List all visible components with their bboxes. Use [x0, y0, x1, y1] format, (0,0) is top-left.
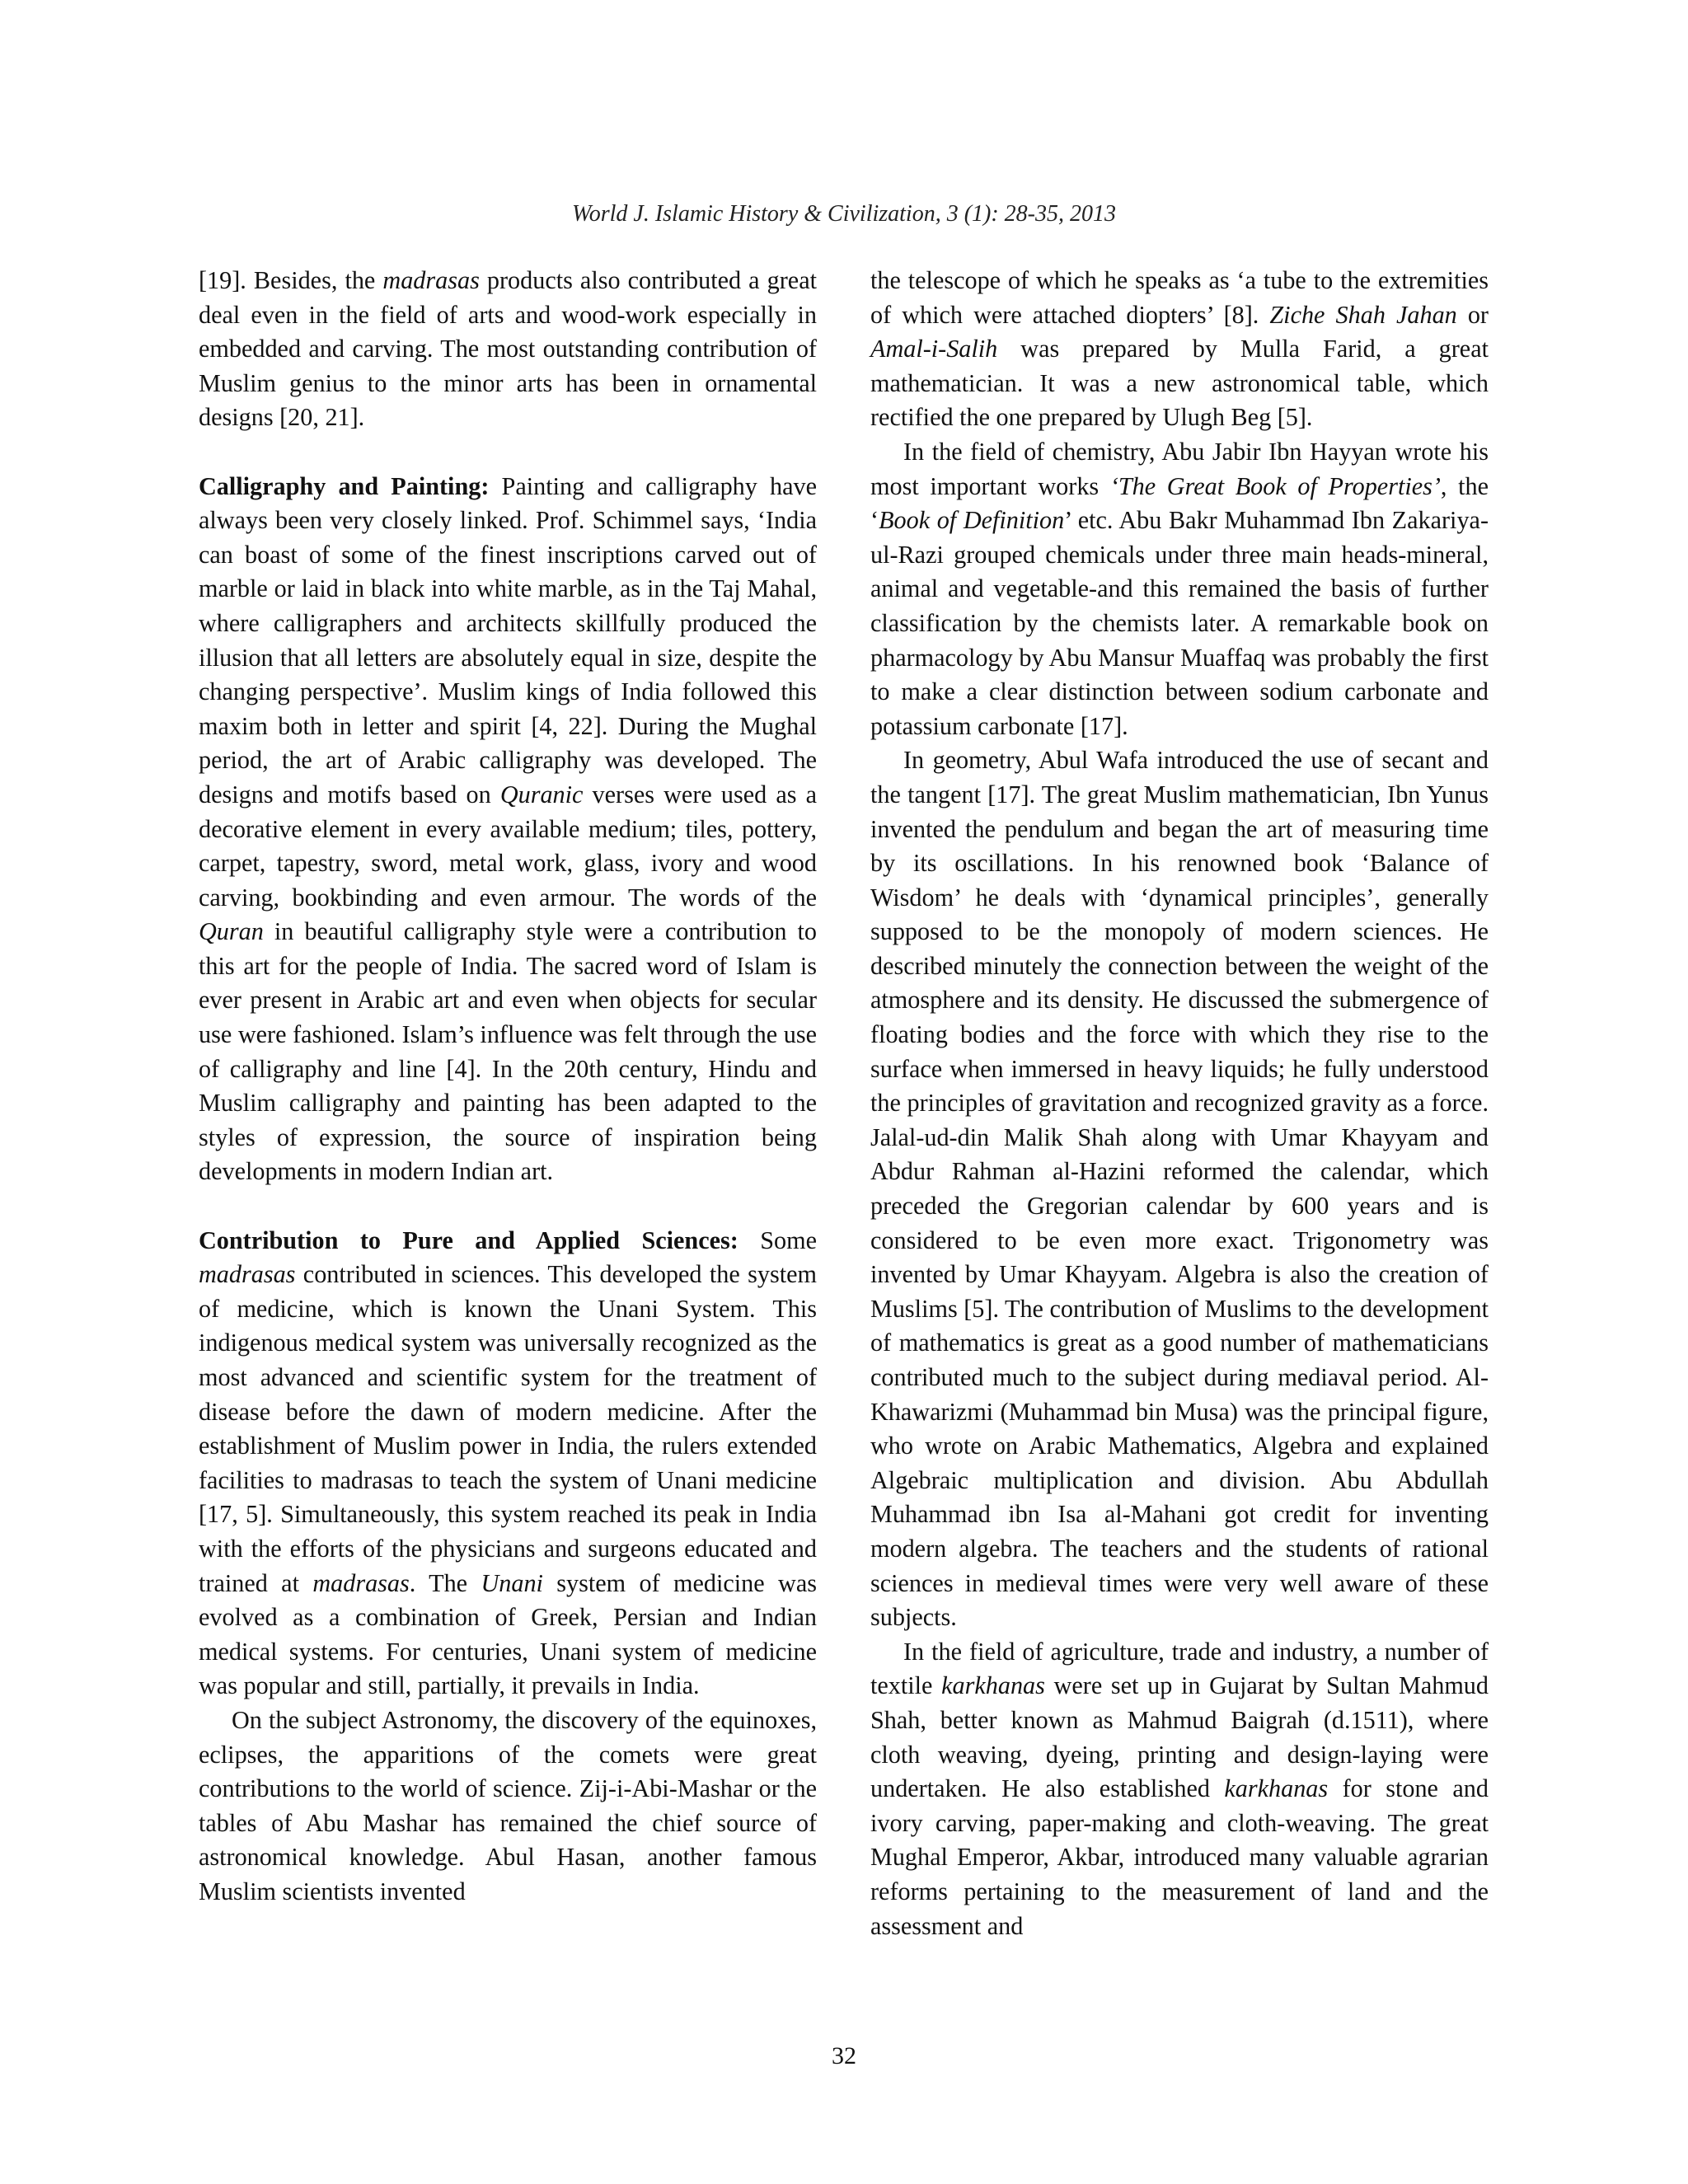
running-header: World J. Islamic History & Civilization, 3 (1): 28-35, 2013: [571, 201, 1117, 227]
paragraph-chemistry: In the field of chemistry, Abu Jabir Ibn Hayyan wrote his most important works ‘The Great Book of Properties’, the ‘Book of Definition’ etc. Abu Bakr Muhammad Ibn Zakariya-ul-Razi grouped chemicals under three main heads-mineral, animal and vegetable-and this remained the basis of further classification by the chemists later. A remarkable book on pharmacology by Abu Mansur Muaffaq was probably the first to make a clear distinction between sodium carbonate and potassium carbonate [17].: [870, 437, 1489, 740]
section-heading-calligraphy: Calligraphy and Painting:: [199, 471, 490, 500]
paragraph-agriculture-industry: In the field of agriculture, trade and industry, a number of textile karkhanas were set up in Gujarat by Sultan Mahmud Shah, better known as Mahmud Baigrah (d.1511), where cloth weaving, dyeing, printing and design-laying were undertaken. He also established karkhanas for stone and ivory carving, paper-making and cloth-weaving. The great Mughal Emperor, Akbar, introduced many valuable agrarian reforms pertaining to the measurement of land and the assessment and: [870, 1637, 1489, 1940]
right-column: [870, 264, 1489, 1943]
paragraph-spacer: [199, 1189, 817, 1224]
page-number: 32: [832, 2042, 856, 2069]
paragraph-calligraphy-painting: Calligraphy and Painting: Painting and calligraphy have always been very closely linked. Prof. Schimmel says, ‘India can boast of some of the finest inscriptions carved out of marble or laid in black into white marble, as in the Taj Mahal, where calligraphers and architects skillfully produced the illusion that all letters are absolutely equal in size, despite the changing perspective’. Muslim kings of India followed this maxim both in letter and spirit [4, 22]. During the Mughal period, the art of Arabic calligraphy was developed. The designs and motifs based on Quranic verses were used as a decorative element in every available medium; tiles, pottery, carpet, tapestry, sword, metal work, glass, ivory and wood carving, bookbinding and even armour. The words of the Quran in beautiful calligraphy style were a contribution to this art for the people of India. The sacred word of Islam is ever present in Arabic art and even when objects for secular use were fashioned. Islam’s influence was felt through the use of calligraphy and line [4]. In the 20th century, Hindu and Muslim calligraphy and painting has been adapted to the styles of expression, the source of inspiration being developments in modern Indian art.: [199, 471, 817, 1186]
paragraph-geometry-mathematics: In geometry, Abul Wafa introduced the use of secant and the tangent [17]. The great Muslim mathematician, Ibn Yunus invented the pendulum and began the art of measuring time by its oscillations. In his renowned book ‘Balance of Wisdom’ he deals with ‘dynamical principles’, generally supposed to be the monopoly of modern sciences. He described minutely the connection between the weight of the atmosphere and its density. He discussed the submergence of floating bodies and the force with which they rise to the surface when immersed in heavy liquids; he fully understood the principles of gravitation and recognized gravity as a force. Jalal-ud-din Malik Shah along with Umar Khayyam and Abdur Rahman al-Hazini reformed the calendar, which preceded the Gregorian calendar by 600 years and is considered to be even more exact. Trigonometry was invented by Umar Khayyam. Algebra is also the creation of Muslims [5]. The contribution of Muslims to the development of mathematics is great as a good number of mathematicians contributed much to the subject during mediaval period. Al-Khawarizmi (Muhammad bin Musa) was the principal figure, who wrote on Arabic Mathematics, Algebra and explained Algebraic multiplication and division. Abu Abdullah Muhammad ibn Isa al-Mahani got credit for inventing modern algebra. The teachers and the students of rational sciences in medieval times were very well aware of these subjects.: [870, 746, 1489, 1632]
paragraph-spacer: [199, 435, 817, 470]
paragraph-madrasas-arts: [19]. Besides, the madrasas products also contributed a great deal even in the field of arts and wood-work especially in embedded and carving. The most outstanding contribution of Muslim genius to the minor arts has been in ornamental designs [20, 21].: [199, 266, 817, 432]
paragraph-pure-applied-sciences: Contribution to Pure and Applied Sciences: Some madrasas contributed in sciences. This developed the system of medicine, which is known the Unani System. This indigenous medical system was universally recognized as the most advanced and scientific system for the treatment of disease before the dawn of modern medicine. After the establishment of Muslim power in India, the rulers extended facilities to madrasas to teach the system of Unani medicine [17, 5]. Simultaneously, this system reached its peak in India with the efforts of the physicians and surgeons educated and trained at madrasas. The Unani system of medicine was evolved as a combination of Greek, Persian and Indian medical systems. For centuries, Unani system of medicine was popular and still, partially, it prevails in India.: [199, 1226, 817, 1700]
paragraph-astronomy: On the subject Astronomy, the discovery of the equinoxes, eclipses, the apparitions of the comets were great contributions to the world of science. Zij-i-Abi-Mashar or the tables of Abu Mashar has remained the chief source of astronomical knowledge. Abul Hasan, another famous Muslim scientists invented: [199, 1705, 817, 1905]
left-column: [199, 264, 817, 1910]
section-heading-sciences: Contribution to Pure and Applied Sciences:: [199, 1226, 738, 1254]
paragraph-telescope: the telescope of which he speaks as ‘a tube to the extremities of which were attached diopters’ [8]. Ziche Shah Jahan or Amal-i-Salih was prepared by Mulla Farid, a great mathematician. It was a new astronomical table, which rectified the one prepared by Ulugh Beg [5].: [870, 266, 1489, 432]
